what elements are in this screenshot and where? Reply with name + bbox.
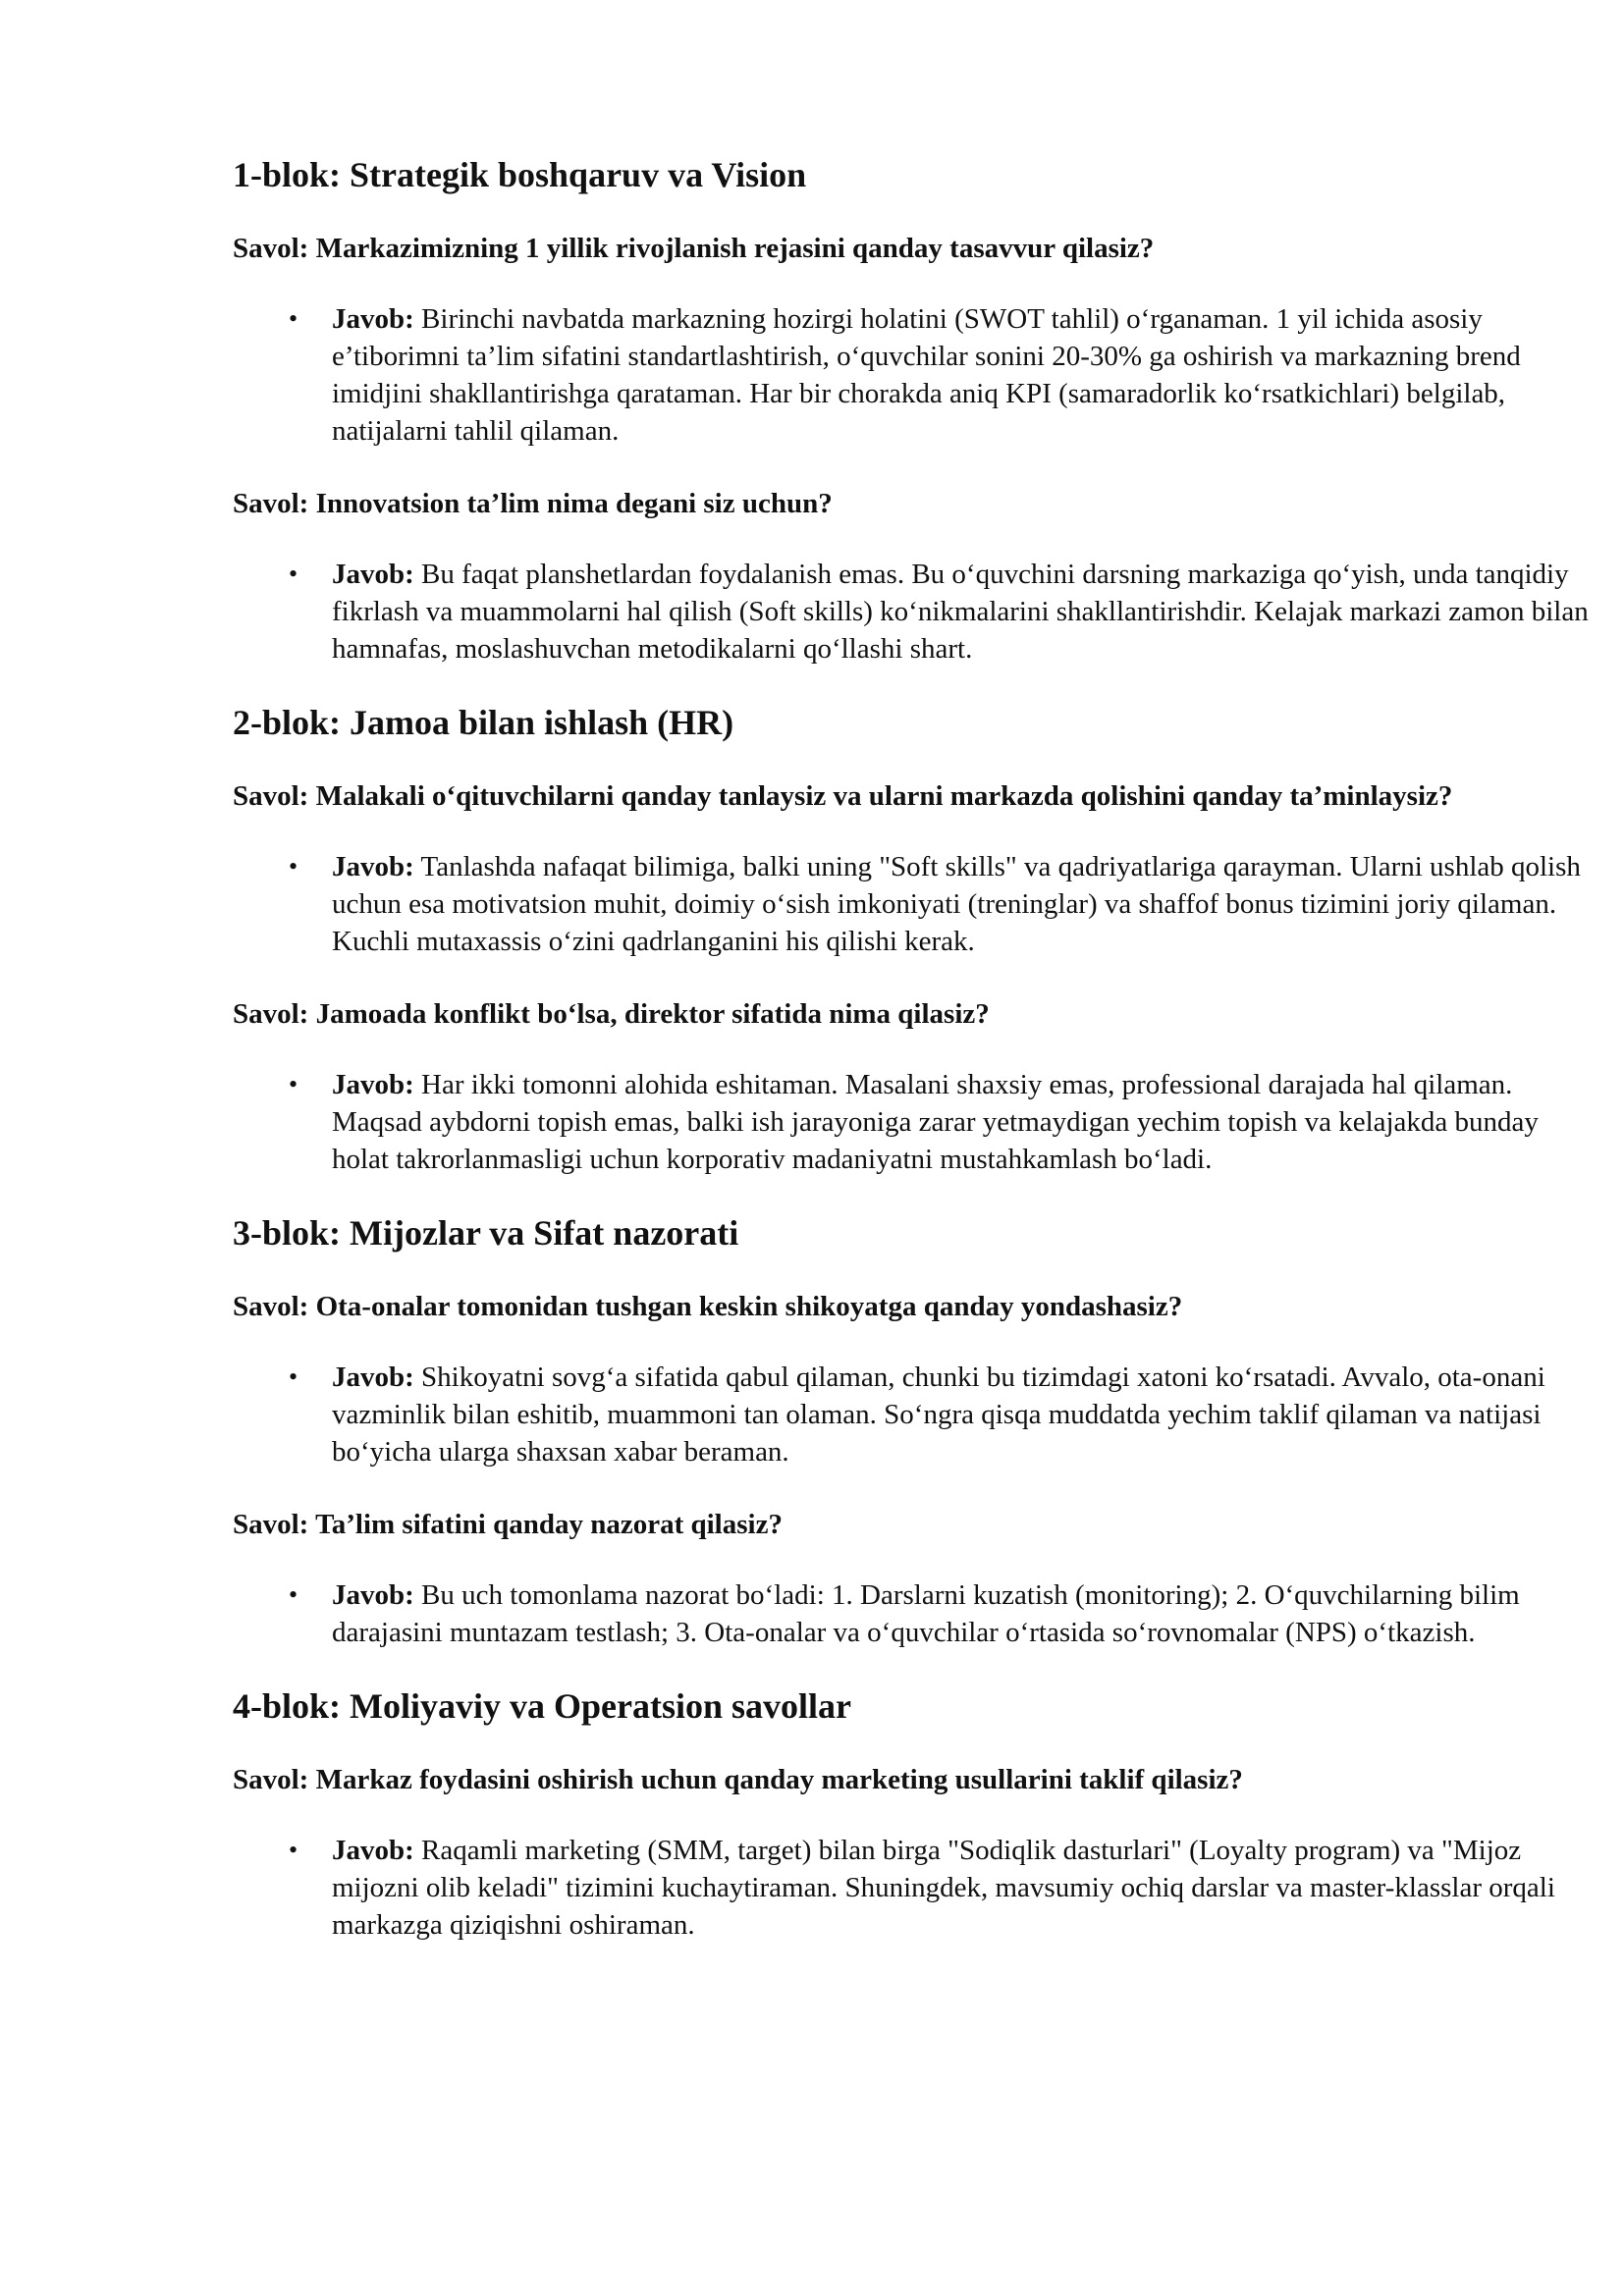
bullet-icon: • — [289, 1580, 298, 1609]
answer-text: Bu faqat planshetlardan foydalanish emas. Bu o‘quvchini darsning markaziga qo‘yish, unda tanqidiy fikrlash va muammolarni hal qilish (Soft skills) ko‘nikmalarini shakllantirishdir. Kelajak markazi zamon bilan hamnafas, moslashuvchan metodikalarni qo‘llashi shart. — [332, 559, 1589, 665]
answer-label: Javob: — [332, 1362, 414, 1393]
block-4-answer-list-1 — [233, 1832, 1597, 1944]
block-3-question-2: Savol: Ta’lim sifatini qanday nazorat qilasiz? — [233, 1509, 783, 1540]
answer-text: Tanlashda nafaqat bilimiga, balki uning "Soft skills" va qadriyatlariga qarayman. Ularni ushlab qolish uchun esa motivatsion muhit, doimiy o‘sish imkoniyati (treninglar) va shaffof bonus tizimini joriy qilaman. Kuchli mutaxassis o‘zini qadrlanganini his qilishi kerak. — [332, 851, 1581, 957]
bullet-icon: • — [289, 1070, 298, 1098]
block-2-answer-list-2 — [233, 1066, 1597, 1178]
document-page — [233, 153, 1597, 1944]
block-4-answer-1 — [233, 1832, 1598, 1944]
bullet-icon: • — [289, 1836, 298, 1864]
bullet-icon: • — [289, 560, 298, 588]
answer-text: Har ikki tomonni alohida eshitaman. Masalani shaxsiy emas, professional darajada hal qilaman. Maqsad aybdorni topish emas, balki ish jarayoniga zarar yetmaydigan yechim topish va kelajakda bunday holat takrorlanmasligi uchun korporativ madaniyatni mustahkamlash bo‘ladi. — [332, 1069, 1539, 1175]
block-1-question-2: Savol: Innovatsion ta’lim nima degani siz uchun? — [233, 488, 833, 519]
block-1-answer-list-1 — [233, 300, 1597, 450]
answer-label: Javob: — [332, 559, 414, 590]
answer-label: Javob: — [332, 303, 414, 335]
block-3-question-1: Savol: Ota-onalar tomonidan tushgan keskin shikoyatga qanday yondashasiz? — [233, 1291, 1183, 1322]
block-2-answer-list-1 — [233, 848, 1597, 960]
block-1-answer-list-2 — [233, 556, 1597, 667]
block-2-title: 2-blok: Jamoa bilan ishlash (HR) — [233, 703, 734, 742]
bullet-icon: • — [289, 852, 298, 881]
block-4-question-1: Savol: Markaz foydasini oshirish uchun qanday marketing usullarini taklif qilasiz? — [233, 1764, 1243, 1795]
answer-label: Javob: — [332, 1579, 414, 1611]
answer-text: Shikoyatni sovg‘a sifatida qabul qilaman, chunki bu tizimdagi xatoni ko‘rsatadi. Avvalo, ota-onani vazminlik bilan eshitib, muammoni tan olaman. So‘ngra qisqa muddatda yechim taklif qilaman va natijasi bo‘yicha ularga shaxsan xabar beraman. — [332, 1362, 1545, 1468]
answer-label: Javob: — [332, 1835, 414, 1866]
bullet-icon: • — [289, 304, 298, 333]
block-1-answer-1 — [233, 300, 1598, 450]
block-1-answer-2 — [233, 556, 1598, 667]
answer-text: Raqamli marketing (SMM, target) bilan birga "Sodiqlik dasturlari" (Loyalty program) va "Mijoz mijozni olib keladi" tizimini kuchaytiraman. Shuningdek, mavsumiy ochiq darslar va master-klasslar orqali markazga qiziqishni oshiraman. — [332, 1835, 1555, 1941]
answer-label: Javob: — [332, 851, 414, 882]
block-2-answer-2 — [233, 1066, 1598, 1178]
block-2-answer-1 — [233, 848, 1598, 960]
answer-label: Javob: — [332, 1069, 414, 1100]
block-1-title: 1-blok: Strategik boshqaruv va Vision — [233, 155, 807, 194]
block-1-question-1: Savol: Markazimizning 1 yillik rivojlanish rejasini qanday tasavvur qilasiz? — [233, 233, 1155, 264]
block-3-title: 3-blok: Mijozlar va Sifat nazorati — [233, 1213, 739, 1253]
answer-text: Birinchi navbatda markazning hozirgi holatini (SWOT tahlil) o‘rganaman. 1 yil ichida asosiy e’tiborimni ta’lim sifatini standartlashtirish, o‘quvchilar sonini 20-30% ga oshirish va markazning brend imidjini shakllantirishga qarataman. Har bir chorakda aniq KPI (samaradorlik ko‘rsatkichlari) belgilab, natijalarni tahlil qilaman. — [332, 303, 1521, 447]
block-3-answer-1 — [233, 1359, 1598, 1470]
answer-text: Bu uch tomonlama nazorat bo‘ladi: 1. Darslarni kuzatish (monitoring); 2. O‘quvchilarning bilim darajasini muntazam testlash; 3. Ota-onalar va o‘quvchilar o‘rtasida so‘rovnomalar (NPS) o‘tkazish. — [332, 1579, 1520, 1648]
block-3-answer-list-1 — [233, 1359, 1597, 1470]
block-4-title: 4-blok: Moliyaviy va Operatsion savollar — [233, 1686, 851, 1726]
block-2-question-2: Savol: Jamoada konflikt bo‘lsa, direktor sifatida nima qilasiz? — [233, 998, 990, 1030]
block-2-question-1: Savol: Malakali o‘qituvchilarni qanday tanlaysiz va ularni markazda qolishini qanday ta’minlaysiz? — [233, 780, 1453, 812]
block-3-answer-list-2 — [233, 1576, 1597, 1651]
block-3-answer-2 — [233, 1576, 1598, 1651]
bullet-icon: • — [289, 1362, 298, 1391]
